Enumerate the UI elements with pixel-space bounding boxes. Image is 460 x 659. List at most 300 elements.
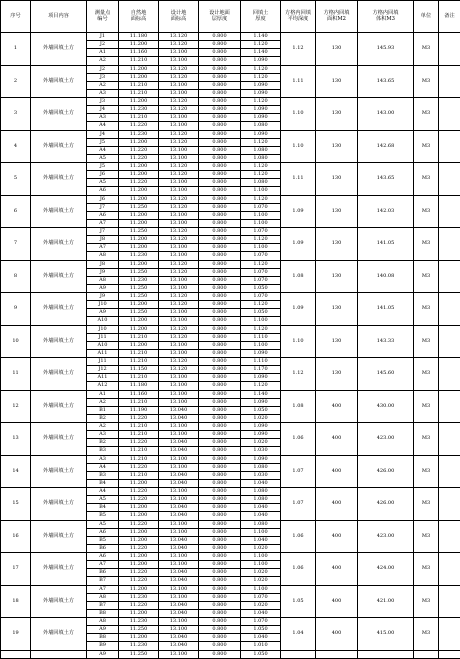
point-id: B1 [87,406,119,414]
row-unit: M3 [414,130,439,163]
point-id: J1 [87,33,119,41]
row-unit: M3 [414,163,439,196]
natural-elevation: 11.200 [119,171,159,179]
point-id: A2 [87,81,119,89]
design-elevation: 13.100 [159,650,199,658]
header-unit-line-1: 单位 [421,13,431,19]
natural-elevation: 11.150 [119,366,159,374]
backfill-thickness: 1.120 [241,171,281,179]
backfill-thickness: 1.080 [241,146,281,154]
row-volume: 423.00 [358,423,414,456]
row-seq: 15 [1,488,31,521]
row-area: 130 [316,98,358,131]
backfill-thickness: 1.100 [241,561,281,569]
point-id: B6 [87,544,119,552]
design-elevation: 13.100 [159,496,199,504]
natural-elevation: 11.200 [119,244,159,252]
row-seq: 13 [1,423,31,456]
header-volume [358,1,414,33]
point-id: J9 [87,268,119,276]
row-item: 外墙回填土方 [31,455,87,488]
backfill-thickness: 1.050 [241,626,281,634]
layer-thickness: 0.800 [199,471,241,479]
point-id: A5 [87,154,119,162]
design-elevation: 13.100 [159,276,199,284]
layer-thickness: 0.800 [199,203,241,211]
natural-elevation: 11.250 [119,293,159,301]
natural-elevation: 11.200 [119,41,159,49]
table-row [1,260,460,268]
row-seq: 16 [1,520,31,553]
point-id: A8 [87,276,119,284]
point-id: B2 [87,414,119,422]
backfill-thickness: 1.020 [241,544,281,552]
layer-thickness: 0.800 [199,49,241,57]
layer-thickness: 0.800 [199,41,241,49]
natural-elevation: 11.250 [119,626,159,634]
point-id: B7 [87,577,119,585]
point-id: J7 [87,228,119,236]
row-note [439,163,460,196]
table-row [1,163,460,171]
row-volume: 426.00 [358,455,414,488]
natural-elevation: 11.230 [119,276,159,284]
natural-elevation: 11.220 [119,154,159,162]
backfill-thickness: 1.010 [241,642,281,650]
natural-elevation: 11.220 [119,577,159,585]
design-elevation: 13.100 [159,374,199,382]
layer-thickness: 0.800 [199,585,241,593]
natural-elevation: 11.200 [119,236,159,244]
backfill-thickness: 1.070 [241,203,281,211]
backfill-thickness: 1.090 [241,398,281,406]
natural-elevation: 11.200 [119,634,159,642]
header-avg-line-1: 方格内回填 [285,10,311,16]
point-id: J4 [87,130,119,138]
natural-elevation: 11.220 [119,601,159,609]
point-id: J9 [87,293,119,301]
row-note [439,358,460,391]
point-id: A2 [87,423,119,431]
point-id: J6 [87,195,119,203]
layer-thickness: 0.800 [199,536,241,544]
row-area: 400 [316,618,358,651]
row-volume: 143.65 [358,163,414,196]
design-elevation: 13.100 [159,431,199,439]
design-elevation: 13.100 [159,244,199,252]
row-average-depth: 1.08 [281,260,316,293]
layer-thickness: 0.800 [199,431,241,439]
backfill-thickness: 1.120 [241,260,281,268]
natural-elevation: 11.200 [119,301,159,309]
natural-elevation: 11.200 [119,325,159,333]
backfill-thickness: 1.120 [241,98,281,106]
design-elevation: 13.040 [159,439,199,447]
design-elevation: 13.100 [159,122,199,130]
row-unit: M3 [414,98,439,131]
natural-elevation: 11.190 [119,406,159,414]
layer-thickness: 0.800 [199,406,241,414]
row-area: 400 [316,390,358,423]
layer-thickness: 0.800 [199,398,241,406]
point-id: A6 [87,553,119,561]
row-average-depth: 1.10 [281,325,316,358]
backfill-thickness: 1.100 [241,585,281,593]
natural-elevation: 11.210 [119,89,159,97]
point-id: J2 [87,41,119,49]
backfill-thickness: 1.090 [241,106,281,114]
design-elevation: 13.040 [159,544,199,552]
row-seq: 2 [1,65,31,98]
natural-elevation: 11.200 [119,609,159,617]
layer-thickness: 0.800 [199,114,241,122]
design-elevation: 13.120 [159,268,199,276]
layer-thickness: 0.800 [199,390,241,398]
design-elevation: 13.100 [159,146,199,154]
design-elevation: 13.120 [159,366,199,374]
layer-thickness: 0.800 [199,236,241,244]
backfill-thickness: 1.040 [241,634,281,642]
point-id: B8 [87,634,119,642]
natural-elevation: 11.230 [119,252,159,260]
natural-elevation: 11.220 [119,439,159,447]
layer-thickness: 0.800 [199,219,241,227]
header-layer-thickness [199,1,241,33]
natural-elevation: 11.200 [119,528,159,536]
natural-elevation: 11.250 [119,268,159,276]
layer-thickness: 0.800 [199,520,241,528]
layer-thickness: 0.800 [199,642,241,650]
header-item-line-1: 项目内容 [48,13,69,19]
row-item: 外墙回填土方 [31,195,87,228]
row-seq: 3 [1,98,31,131]
row-average-depth: 1.07 [281,488,316,521]
design-elevation: 13.100 [159,520,199,528]
row-volume: 421.00 [358,585,414,618]
row-note [439,423,460,456]
row-area: 400 [316,423,358,456]
design-elevation: 13.100 [159,211,199,219]
natural-elevation: 11.250 [119,284,159,292]
natural-elevation: 11.160 [119,390,159,398]
backfill-thickness: 1.070 [241,228,281,236]
point-id: B5 [87,536,119,544]
header-point [87,1,119,33]
backfill-thickness: 1.050 [241,406,281,414]
design-elevation: 13.040 [159,577,199,585]
row-average-depth: 1.09 [281,293,316,326]
design-elevation: 13.040 [159,536,199,544]
point-id: J10 [87,325,119,333]
header-vol-line-2: 体积M3 [376,16,395,22]
point-id: J3 [87,73,119,81]
table-row [1,358,460,366]
row-item: 外墙回填土方 [31,163,87,196]
row-note [439,488,460,521]
natural-elevation: 11.230 [119,642,159,650]
layer-thickness: 0.800 [199,65,241,73]
row-unit: M3 [414,228,439,261]
design-elevation: 13.100 [159,463,199,471]
backfill-thickness: 1.100 [241,219,281,227]
row-seq: 5 [1,163,31,196]
backfill-thickness: 1.090 [241,349,281,357]
backfill-thickness: 1.080 [241,154,281,162]
design-elevation: 13.040 [159,609,199,617]
row-average-depth: 1.11 [281,65,316,98]
point-id: J4 [87,106,119,114]
row-note [439,98,460,131]
design-elevation: 13.100 [159,154,199,162]
layer-thickness: 0.800 [199,479,241,487]
design-elevation: 13.100 [159,252,199,260]
backfill-thickness: 1.170 [241,366,281,374]
natural-elevation: 11.210 [119,81,159,89]
backfill-thickness: 1.090 [241,114,281,122]
natural-elevation: 11.200 [119,585,159,593]
natural-elevation: 11.210 [119,398,159,406]
row-volume: 141.05 [358,293,414,326]
row-note [439,390,460,423]
design-elevation: 13.120 [159,106,199,114]
row-area: 130 [316,358,358,391]
design-elevation: 13.040 [159,471,199,479]
natural-elevation: 11.200 [119,553,159,561]
table-row [1,488,460,496]
header-fill-line-1: 回填土 [253,10,269,16]
natural-elevation: 11.220 [119,488,159,496]
row-empty-cell [358,650,414,658]
point-id: A8 [87,252,119,260]
point-id: J5 [87,138,119,146]
point-id: B7 [87,601,119,609]
point-id: J2 [87,65,119,73]
backfill-thickness: 1.100 [241,211,281,219]
header-seq-line-1: 序号 [10,13,20,19]
point-id: B4 [87,504,119,512]
backfill-thickness: 1.070 [241,276,281,284]
natural-elevation: 11.180 [119,33,159,41]
point-id: A12 [87,382,119,390]
row-average-depth: 1.07 [281,455,316,488]
backfill-thickness: 1.120 [241,325,281,333]
design-elevation: 13.040 [159,479,199,487]
row-note [439,65,460,98]
header-row [1,1,460,33]
backfill-thickness: 1.040 [241,504,281,512]
header-vol-line-1: 方格内回填 [373,10,399,16]
row-item: 外墙回填土方 [31,65,87,98]
backfill-thickness: 1.090 [241,57,281,65]
row-area: 130 [316,65,358,98]
table-row [1,553,460,561]
backfill-thickness: 1.080 [241,463,281,471]
layer-thickness: 0.800 [199,154,241,162]
layer-thickness: 0.800 [199,414,241,422]
table-row [1,195,460,203]
point-id: A4 [87,488,119,496]
row-average-depth: 1.11 [281,163,316,196]
row-seq: 12 [1,390,31,423]
point-id: A7 [87,561,119,569]
natural-elevation: 11.200 [119,260,159,268]
design-elevation: 13.100 [159,382,199,390]
layer-thickness: 0.800 [199,439,241,447]
design-elevation: 13.100 [159,284,199,292]
natural-elevation: 11.230 [119,593,159,601]
table-row [1,325,460,333]
design-elevation: 13.120 [159,325,199,333]
layer-thickness: 0.800 [199,609,241,617]
row-item: 外墙回填土方 [31,390,87,423]
design-elevation: 13.100 [159,317,199,325]
table-row [1,618,460,626]
design-elevation: 13.100 [159,488,199,496]
row-volume: 142.03 [358,195,414,228]
design-elevation: 13.100 [159,349,199,357]
header-average-depth [281,1,316,33]
row-item: 外墙回填土方 [31,130,87,163]
natural-elevation: 11.230 [119,618,159,626]
row-area: 400 [316,520,358,553]
point-id: A7 [87,219,119,227]
point-id: B4 [87,479,119,487]
row-average-depth: 1.09 [281,195,316,228]
natural-elevation: 11.210 [119,447,159,455]
natural-elevation: 11.200 [119,187,159,195]
layer-thickness: 0.800 [199,447,241,455]
row-seq: 8 [1,260,31,293]
row-unit: M3 [414,520,439,553]
row-note [439,195,460,228]
design-elevation: 13.100 [159,398,199,406]
design-elevation: 13.100 [159,528,199,536]
header-point-line-2: 编号 [97,16,107,22]
row-unit: M3 [414,33,439,66]
layer-thickness: 0.800 [199,382,241,390]
layer-thickness: 0.800 [199,366,241,374]
layer-thickness: 0.800 [199,423,241,431]
layer-thickness: 0.800 [199,138,241,146]
header-area-line-1: 方格内回填 [324,10,350,16]
layer-thickness: 0.800 [199,244,241,252]
backfill-thickness: 1.100 [241,553,281,561]
layer-thickness: 0.800 [199,81,241,89]
table-row [1,455,460,463]
row-volume: 141.05 [358,228,414,261]
header-natural-line-1: 自然地 [131,10,147,16]
layer-thickness: 0.800 [199,122,241,130]
row-note [439,33,460,66]
layer-thickness: 0.800 [199,268,241,276]
row-item: 外墙回填土方 [31,553,87,586]
point-id: A3 [87,455,119,463]
row-average-depth: 1.12 [281,358,316,391]
backfill-thickness: 1.070 [241,252,281,260]
natural-elevation: 11.200 [119,536,159,544]
layer-thickness: 0.800 [199,333,241,341]
design-elevation: 13.120 [159,333,199,341]
backfill-thickness: 1.020 [241,601,281,609]
row-area: 130 [316,33,358,66]
backfill-thickness: 1.120 [241,65,281,73]
point-id: A7 [87,244,119,252]
row-volume: 145.60 [358,358,414,391]
design-elevation: 13.040 [159,447,199,455]
row-unit: M3 [414,455,439,488]
point-id: A6 [87,528,119,536]
design-elevation: 13.100 [159,390,199,398]
backfill-thickness: 1.120 [241,73,281,81]
natural-elevation: 11.200 [119,211,159,219]
design-elevation: 13.100 [159,593,199,601]
row-seq: 17 [1,553,31,586]
natural-elevation: 11.200 [119,138,159,146]
row-volume: 426.00 [358,488,414,521]
backfill-thickness: 1.070 [241,593,281,601]
backfill-thickness: 1.090 [241,455,281,463]
layer-thickness: 0.800 [199,601,241,609]
layer-thickness: 0.800 [199,317,241,325]
layer-thickness: 0.800 [199,146,241,154]
row-item: 外墙回填土方 [31,488,87,521]
table-row [1,33,460,41]
point-id: A8 [87,593,119,601]
point-id: A5 [87,179,119,187]
header-note [439,1,460,33]
design-elevation: 13.040 [159,406,199,414]
point-id: B8 [87,609,119,617]
layer-thickness: 0.800 [199,106,241,114]
design-elevation: 13.100 [159,114,199,122]
natural-elevation: 11.250 [119,203,159,211]
row-average-depth: 1.08 [281,390,316,423]
row-volume: 142.68 [358,130,414,163]
row-item: 外墙回填土方 [31,423,87,456]
point-id: J7 [87,203,119,211]
point-id: A3 [87,89,119,97]
point-id: A9 [87,284,119,292]
layer-thickness: 0.800 [199,349,241,357]
row-item: 外墙回填土方 [31,228,87,261]
row-note [439,130,460,163]
point-id: A3 [87,431,119,439]
row-seq: 9 [1,293,31,326]
natural-elevation: 11.230 [119,130,159,138]
row-seq: 4 [1,130,31,163]
point-id: A10 [87,317,119,325]
point-id: J6 [87,171,119,179]
design-elevation: 13.040 [159,601,199,609]
backfill-thickness: 1.040 [241,512,281,520]
natural-elevation: 11.210 [119,374,159,382]
point-id: B6 [87,569,119,577]
design-elevation: 13.100 [159,179,199,187]
row-volume: 143.65 [358,65,414,98]
layer-thickness: 0.800 [199,293,241,301]
row-seq: 18 [1,585,31,618]
row-item: 外墙回填土方 [31,325,87,358]
layer-thickness: 0.800 [199,528,241,536]
design-elevation: 13.040 [159,569,199,577]
row-item: 外墙回填土方 [31,585,87,618]
row-unit: M3 [414,553,439,586]
row-average-depth: 1.06 [281,553,316,586]
row-seq: 10 [1,325,31,358]
natural-elevation: 11.250 [119,228,159,236]
layer-thickness: 0.800 [199,195,241,203]
backfill-thickness: 1.090 [241,423,281,431]
